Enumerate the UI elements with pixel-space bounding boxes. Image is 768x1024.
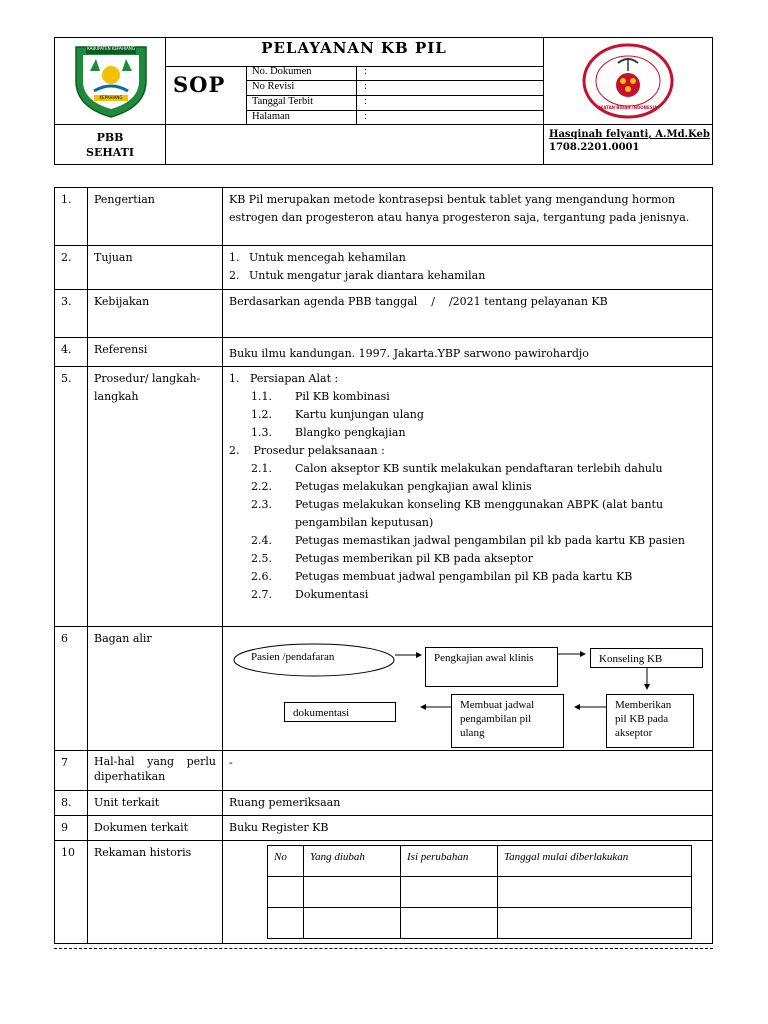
regency-logo-text-bottom: KEPAHIANG: [99, 95, 123, 100]
policy-text: Berdasarkan agenda PBB tanggal / /2021 tentang pelayanan KB: [223, 290, 713, 338]
notes-text: -: [223, 751, 713, 791]
definition-text: KB Pil merupakan metode kontrasepsi bentuk tablet yang mengandung hormon estrogen dan progesteron atau hanya progesteron saja, tergantung pada jenisnya.: [223, 188, 713, 246]
row-purpose: [55, 246, 713, 290]
field-revision-label: No Revisi: [252, 81, 295, 92]
row-label: Bagan alir: [88, 627, 223, 751]
row-number: 10: [55, 841, 88, 944]
list-item: 2.7. Dokumentasi: [251, 588, 369, 601]
sop-content-table: [54, 187, 713, 944]
row-label: Unit terkait: [88, 791, 223, 816]
flow-start-label: Pasien /pendafaran: [251, 651, 335, 663]
row-policy: [55, 290, 713, 338]
footer-dashed-line: [54, 948, 713, 949]
row-label: Hal-hal yang perlu diperhatikan: [88, 751, 223, 791]
flow-box-schedule: Membuat jadwal pengambilan pil ulang: [451, 694, 564, 748]
signer-name: Hasqinah felyanti, A.Md.Keb: [549, 129, 710, 140]
list-item: 1.1. Pil KB kombinasi: [251, 390, 390, 403]
procedure-heading-steps: 2. Prosedur pelaksanaan :: [229, 444, 385, 457]
row-label: Prosedur/ langkah-langkah: [88, 367, 223, 627]
row-number: 7: [55, 751, 88, 791]
list-item: 2.5. Petugas memberikan pil KB pada akseptor: [251, 552, 533, 565]
midwife-logo-text: IKATAN BIDAN INDONESIA: [598, 105, 658, 110]
document-title: PELAYANAN KB PIL: [261, 39, 447, 57]
revision-history-table: [267, 845, 692, 939]
list-item: 1. Untuk mencegah kehamilan: [229, 251, 406, 264]
row-flowchart: [55, 627, 713, 751]
field-doc-number-label: No. Dokumen: [252, 66, 312, 77]
field-issue-date-label: Tanggal Terbit: [252, 96, 314, 107]
row-history: [55, 841, 713, 944]
row-label: Rekaman historis: [88, 841, 223, 944]
row-number: 3.: [55, 290, 88, 338]
row-procedure: [55, 367, 713, 627]
row-number: 4.: [55, 338, 88, 367]
row-label: Pengertian: [88, 188, 223, 246]
doc-fields: [246, 66, 543, 125]
list-item: 1.2. Kartu kunjungan ulang: [251, 408, 424, 421]
list-item: 2.6. Petugas membuat jadwal pengambilan pil KB pada kartu KB: [251, 570, 633, 583]
row-related-unit: [55, 791, 713, 816]
list-item: 2.4. Petugas memastikan jadwal pengambilan pil kb pada kartu KB pasien: [251, 534, 685, 547]
flow-box-give-pill: Memberikan pil KB pada akseptor: [606, 694, 694, 748]
midwife-association-logo: [578, 41, 678, 121]
column-header: Tanggal mulai diberlakukan: [498, 846, 692, 877]
row-label: Referensi: [88, 338, 223, 367]
related-unit-text: Ruang pemeriksaan: [223, 791, 713, 816]
row-reference: [55, 338, 713, 367]
unit-name-line2: SEHATI: [86, 146, 134, 159]
field-page-value: :: [364, 111, 367, 122]
row-notes: [55, 751, 713, 791]
table-row: [268, 877, 692, 908]
field-doc-number-value: :: [364, 66, 367, 77]
table-row: [268, 908, 692, 939]
row-label: Tujuan: [88, 246, 223, 290]
field-revision-value: :: [364, 81, 367, 92]
flow-box-assessment: Pengkajian awal klinis: [425, 647, 558, 687]
signer-id: 1708.2201.0001: [549, 142, 640, 153]
row-related-docs: [55, 816, 713, 841]
row-label: Kebijakan: [88, 290, 223, 338]
column-header: No: [268, 846, 304, 877]
reference-text: Buku ilmu kandungan. 1997. Jakarta.YBP sarwono pawirohardjo: [223, 338, 713, 367]
row-number: 5.: [55, 367, 88, 627]
row-definition: [55, 188, 713, 246]
row-label: Dokumen terkait: [88, 816, 223, 841]
table-header-row: [268, 846, 692, 877]
flow-box-documentation: dokumentasi: [284, 702, 396, 722]
procedure-heading-tools: 1. Persiapan Alat :: [229, 372, 339, 385]
related-docs-text: Buku Register KB: [223, 816, 713, 841]
column-header: Yang diubah: [304, 846, 401, 877]
unit-name-line1: PBB: [96, 131, 124, 144]
field-page-label: Halaman: [252, 111, 290, 122]
field-issue-date-value: :: [364, 96, 367, 107]
row-number: 6: [55, 627, 88, 751]
flow-box-counseling: Konseling KB: [590, 648, 703, 668]
column-header: Isi perubahan: [401, 846, 498, 877]
row-number: 2.: [55, 246, 88, 290]
document-header: [54, 37, 713, 165]
flowchart: [223, 627, 712, 749]
list-item: 2.1. Calon akseptor KB suntik melakukan pendaftaran terlebih dahulu: [251, 462, 663, 475]
list-item: 2. Untuk mengatur jarak diantara kehamilan: [229, 269, 486, 282]
row-number: 8.: [55, 791, 88, 816]
list-item: 1.3. Blangko pengkajian: [251, 426, 406, 439]
regency-logo: [72, 41, 150, 119]
row-number: 9: [55, 816, 88, 841]
row-number: 1.: [55, 188, 88, 246]
sop-label: SOP: [173, 72, 226, 97]
list-item: 2.3. Petugas melakukan konseling KB menggunakan ABPK (alat bantu pengambilan keputusan): [251, 498, 664, 529]
regency-logo-text-top: KABUPATEN KEPAHIANG: [87, 46, 135, 51]
list-item: 2.2. Petugas melakukan pengkajian awal klinis: [251, 480, 532, 493]
